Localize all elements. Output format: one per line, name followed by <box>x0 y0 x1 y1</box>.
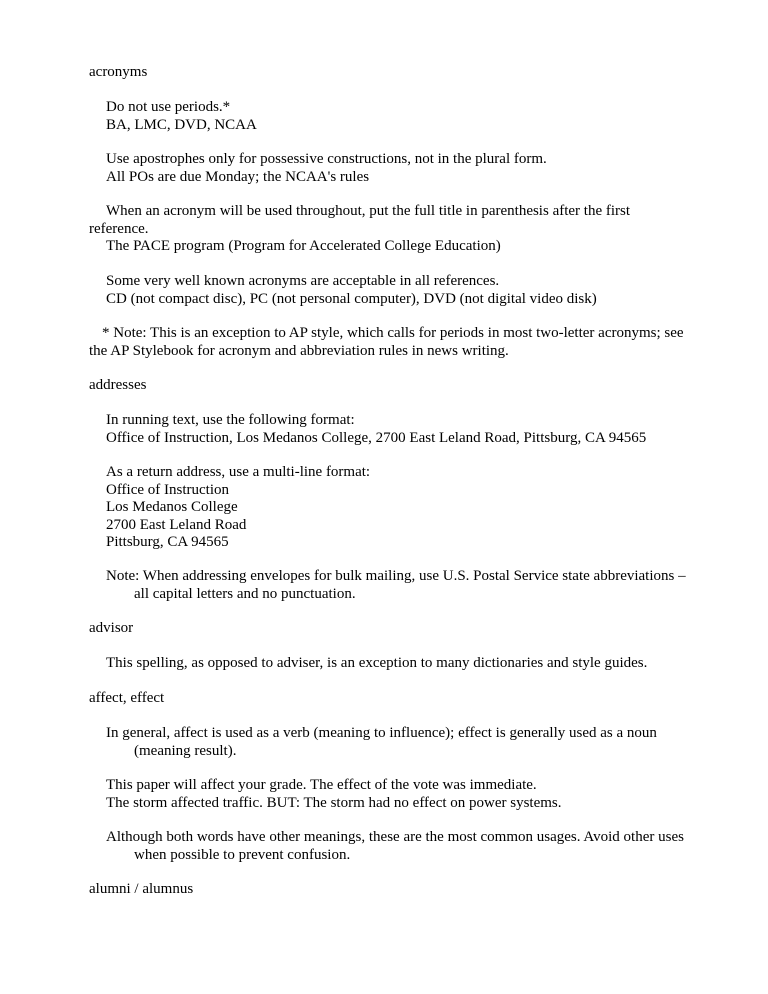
acronyms-example-full-title <box>106 238 696 256</box>
acronyms-rule-well-known <box>106 273 696 308</box>
rule-text: Some very well known acronyms are acceptable in all references. <box>106 273 500 289</box>
rule-text: Use apostrophes only for possessive constructions, not in the plural form. <box>106 151 547 167</box>
address-line: Pittsburg, CA 94565 <box>106 534 229 550</box>
acronyms-rule-apostrophes <box>106 151 696 186</box>
note-text: Note: When addressing envelopes for bulk mailing, use U.S. Postal Service state abbreviations – all capital letters and no punctuation. <box>106 568 686 602</box>
address-line: Los Medanos College <box>106 499 238 515</box>
rule-text: In running text, use the following format: <box>106 412 355 428</box>
entry-term-affect-effect: affect, effect <box>89 690 165 706</box>
example-text: CD (not compact disc), PC (not personal computer), DVD (not digital video disk) <box>106 290 597 307</box>
example-text: The PACE program (Program for Accelerated College Education) <box>106 238 501 254</box>
entry-term-advisor: advisor <box>89 620 134 636</box>
example-text: The storm affected traffic. BUT: The storm had no effect on power systems. <box>106 794 562 811</box>
address-line: Office of Instruction <box>106 481 230 498</box>
acronyms-rule-full-title: When an acronym will be used throughout, put the full title in parenthesis after the first reference. <box>89 203 631 237</box>
rule-text: In general, affect is used as a verb (meaning to influence); effect is generally used as a noun (meaning result). <box>106 725 657 759</box>
addresses-running-text <box>106 412 696 447</box>
affect-effect-rule <box>106 725 696 760</box>
entry-term-addresses: addresses <box>89 377 147 393</box>
entry-term-alumni: alumni / alumnus <box>89 881 194 897</box>
affect-effect-advice <box>106 829 696 864</box>
entry-term-acronyms: acronyms <box>89 64 148 80</box>
example-text: All POs are due Monday; the NCAA's rules <box>106 168 370 185</box>
addresses-bulk-note <box>106 568 696 603</box>
example-text: Office of Instruction, Los Medanos College, 2700 East Leland Road, Pittsburg, CA 94565 <box>106 429 647 446</box>
address-line: 2700 East Leland Road <box>106 516 247 533</box>
acronyms-ap-note: * Note: This is an exception to AP style, which calls for periods in most two-letter acronyms; see the AP Stylebook for acronym and abbreviation rules in news writing. <box>89 325 684 359</box>
affect-effect-examples <box>106 777 696 812</box>
example-text: BA, LMC, DVD, NCAA <box>106 116 257 133</box>
rule-text: Although both words have other meanings, these are the most common usages. Avoid other uses when possible to prevent confusion. <box>106 829 684 863</box>
advisor-text-block <box>106 655 696 673</box>
rule-text: Do not use periods.* <box>106 99 231 115</box>
rule-text: As a return address, use a multi-line format: <box>106 464 371 480</box>
addresses-return-address <box>106 464 696 552</box>
rule-text: This spelling, as opposed to adviser, is an exception to many dictionaries and style guides. <box>106 655 648 671</box>
example-text: This paper will affect your grade. The effect of the vote was immediate. <box>106 777 537 793</box>
acronyms-rule-periods <box>106 99 696 134</box>
